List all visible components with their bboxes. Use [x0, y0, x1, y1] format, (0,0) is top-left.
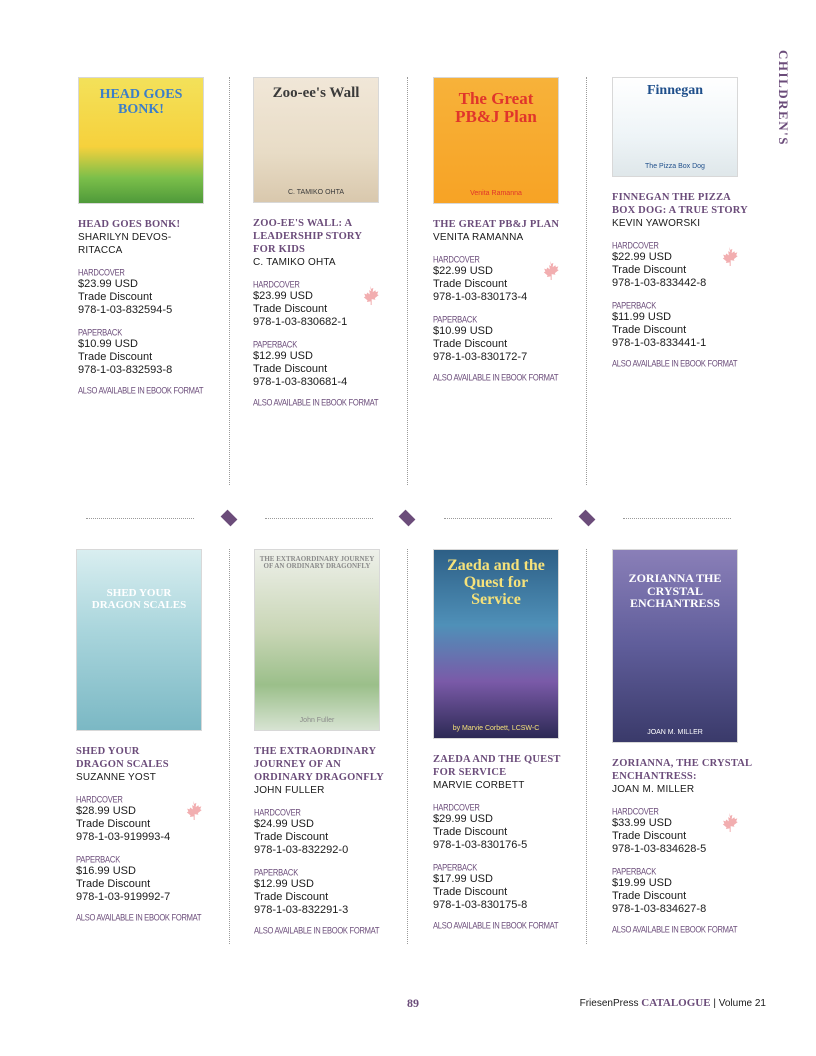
- footer-volume: Volume 21: [718, 998, 766, 1009]
- book-title-line: THE EXTRAORDINARY: [254, 746, 377, 757]
- format-price: $17.99 USD: [433, 873, 493, 885]
- format-price: $12.99 USD: [254, 878, 314, 890]
- format-isbn: 978-1-03-832292-0: [254, 844, 349, 856]
- book-title-line: DRAGON SCALES: [76, 759, 169, 770]
- format-discount: Trade Discount: [612, 264, 687, 276]
- book-title-line: THE GREAT PB&J PLAN: [433, 219, 560, 230]
- ebook-note: ALSO AVAILABLE IN EBOOK FORMAT: [254, 925, 380, 936]
- book-title-line: ZORIANNA, THE CRYSTAL: [612, 758, 753, 769]
- book-title: [76, 745, 226, 771]
- book-entry: [254, 549, 404, 935]
- book-title-line: ORDINARY DRAGONFLY: [254, 772, 384, 783]
- format-price: $10.99 USD: [433, 325, 493, 337]
- book-title: [612, 757, 762, 783]
- format-price: $23.99 USD: [78, 278, 138, 290]
- format-label: PAPERBACK: [433, 314, 478, 325]
- maple-leaf-icon: [183, 800, 203, 820]
- ebook-note: ALSO AVAILABLE IN EBOOK FORMAT: [433, 372, 559, 383]
- column-divider: [586, 549, 587, 944]
- maple-leaf-icon: [719, 812, 739, 832]
- book-entry: [612, 77, 762, 368]
- format-discount: Trade Discount: [433, 338, 508, 350]
- format-label: HARDCOVER: [78, 267, 125, 278]
- ebook-note: ALSO AVAILABLE IN EBOOK FORMAT: [253, 397, 379, 408]
- format-price: $12.99 USD: [253, 350, 313, 362]
- format-price: $19.99 USD: [612, 877, 672, 889]
- book-entry: [612, 549, 762, 934]
- format-isbn: 978-1-03-830173-4: [433, 291, 528, 303]
- column-divider: [229, 77, 230, 485]
- book-entry: [76, 549, 226, 922]
- cover-author: John Fuller: [299, 717, 335, 725]
- book-author: C. TAMIKO OHTA: [253, 257, 336, 268]
- cover-author: JOAN M. MILLER: [647, 729, 703, 737]
- book-author: RITACCA: [78, 245, 123, 256]
- format-price: $28.99 USD: [76, 805, 136, 817]
- book-title-line: FINNEGAN THE PIZZA: [612, 192, 731, 203]
- cover-author: by Marvie Corbett, LCSW-C: [452, 725, 540, 733]
- column-divider: [586, 77, 587, 485]
- book-title-line: LEADERSHIP STORY: [253, 231, 363, 242]
- format-label: HARDCOVER: [433, 254, 480, 265]
- cover-title: ZORIANNA THE CRYSTAL ENCHANTRESS: [628, 571, 722, 611]
- column-divider: [407, 549, 408, 944]
- page-number: 89: [407, 996, 419, 1010]
- format-discount: Trade Discount: [78, 351, 153, 363]
- section-label: [768, 50, 798, 146]
- format-isbn: 978-1-03-832594-5: [78, 304, 173, 316]
- format-label: PAPERBACK: [433, 862, 478, 873]
- book-title-line: BOX DOG: A TRUE STORY: [612, 205, 748, 216]
- cover-title: SHED YOUR DRAGON SCALES: [91, 587, 187, 611]
- format-discount: Trade Discount: [76, 818, 151, 830]
- format-discount: Trade Discount: [254, 891, 329, 903]
- format-price: $29.99 USD: [433, 813, 493, 825]
- book-author: JOAN M. MILLER: [612, 784, 695, 795]
- format-label: HARDCOVER: [612, 240, 659, 251]
- catalogue-footer: [580, 997, 766, 1009]
- book-title: [78, 218, 228, 231]
- book-cover-image: [78, 77, 204, 204]
- format-price: $16.99 USD: [76, 865, 136, 877]
- book-title-line: FOR KIDS: [253, 244, 306, 255]
- format-isbn: 978-1-03-834627-8: [612, 903, 707, 915]
- format-discount: Trade Discount: [78, 291, 153, 303]
- book-author: JOHN FULLER: [254, 785, 325, 796]
- book-cover-image: [433, 77, 559, 204]
- section-label-text: CHILDREN'S: [776, 50, 791, 146]
- divider-diamond: [579, 510, 596, 527]
- book-author: SUZANNE YOST: [76, 772, 157, 783]
- footer-catalogue: CATALOGUE: [641, 997, 711, 1009]
- ebook-note: ALSO AVAILABLE IN EBOOK FORMAT: [612, 924, 738, 935]
- book-cover-image: [253, 77, 379, 203]
- format-label: HARDCOVER: [612, 806, 659, 817]
- format-isbn: 978-1-03-830176-5: [433, 839, 528, 851]
- row-divider: [623, 518, 731, 519]
- format-discount: Trade Discount: [612, 830, 687, 842]
- format-discount: Trade Discount: [612, 890, 687, 902]
- cover-title: The Great PB&J Plan: [455, 89, 537, 126]
- format-isbn: 978-1-03-830172-7: [433, 351, 528, 363]
- book-title: [254, 745, 404, 784]
- cover-title: Zoo-ee's Wall: [272, 85, 360, 101]
- book-author: VENITA RAMANNA: [433, 232, 524, 243]
- ebook-note: ALSO AVAILABLE IN EBOOK FORMAT: [433, 920, 559, 931]
- format-isbn: 978-1-03-919993-4: [76, 831, 171, 843]
- format-label: PAPERBACK: [612, 300, 657, 311]
- format-isbn: 978-1-03-833441-1: [612, 337, 707, 349]
- format-price: $23.99 USD: [253, 290, 313, 302]
- format-isbn: 978-1-03-919992-7: [76, 891, 171, 903]
- format-price: $22.99 USD: [612, 251, 672, 263]
- book-entry: [433, 549, 583, 930]
- cover-title: THE EXTRAORDINARY JOURNEY OF AN ORDINARY DRAGONFLY: [259, 555, 375, 571]
- format-label: HARDCOVER: [254, 807, 301, 818]
- book-title-line: ZOO-EE'S WALL: A: [253, 218, 353, 229]
- format-discount: Trade Discount: [433, 886, 508, 898]
- book-entry: [253, 77, 403, 407]
- cover-author: The Pizza Box Dog: [645, 163, 705, 171]
- format-isbn: 978-1-03-834628-5: [612, 843, 707, 855]
- book-title-line: JOURNEY OF AN: [254, 759, 341, 770]
- maple-leaf-icon: [540, 260, 560, 280]
- book-author: SHARILYN DEVOS-: [78, 232, 172, 243]
- book-title: [253, 217, 403, 256]
- format-label: HARDCOVER: [433, 802, 480, 813]
- format-price: $10.99 USD: [78, 338, 138, 350]
- book-title-line: FOR SERVICE: [433, 767, 507, 778]
- cover-title: HEAD GOES BONK!: [99, 87, 183, 117]
- ebook-note: ALSO AVAILABLE IN EBOOK FORMAT: [612, 358, 738, 369]
- ebook-note: ALSO AVAILABLE IN EBOOK FORMAT: [78, 385, 204, 396]
- format-price: $11.99 USD: [612, 311, 672, 323]
- maple-leaf-icon: [719, 246, 739, 266]
- format-isbn: 978-1-03-832291-3: [254, 904, 349, 916]
- footer-separator: |: [713, 998, 716, 1009]
- book-title: [433, 753, 583, 779]
- column-divider: [229, 549, 230, 944]
- format-label: PAPERBACK: [253, 339, 298, 350]
- format-label: HARDCOVER: [76, 794, 123, 805]
- format-label: PAPERBACK: [612, 866, 657, 877]
- format-isbn: 978-1-03-830681-4: [253, 376, 348, 388]
- format-isbn: 978-1-03-830682-1: [253, 316, 348, 328]
- column-divider: [407, 77, 408, 485]
- book-title-line: HEAD GOES BONK!: [78, 219, 181, 230]
- format-label: PAPERBACK: [78, 327, 123, 338]
- book-title-line: SHED YOUR: [76, 746, 140, 757]
- format-discount: Trade Discount: [254, 831, 329, 843]
- book-title-line: ZAEDA AND THE QUEST: [433, 754, 561, 765]
- format-discount: Trade Discount: [253, 363, 328, 375]
- format-isbn: 978-1-03-832593-8: [78, 364, 173, 376]
- book-entry: [78, 77, 228, 395]
- format-price: $22.99 USD: [433, 265, 493, 277]
- footer-publisher: FriesenPress: [579, 998, 639, 1009]
- book-title-line: ENCHANTRESS:: [612, 771, 697, 782]
- format-discount: Trade Discount: [433, 826, 508, 838]
- format-discount: Trade Discount: [433, 278, 508, 290]
- book-title: [433, 218, 583, 231]
- row-divider: [444, 518, 552, 519]
- format-isbn: 978-1-03-833442-8: [612, 277, 707, 289]
- book-cover-image: [76, 549, 202, 731]
- format-label: PAPERBACK: [254, 867, 299, 878]
- divider-diamond: [399, 510, 416, 527]
- format-isbn: 978-1-03-830175-8: [433, 899, 528, 911]
- format-price: $33.99 USD: [612, 817, 672, 829]
- format-discount: Trade Discount: [612, 324, 687, 336]
- cover-title: Zaeda and the Quest for Service: [447, 557, 545, 608]
- row-divider: [265, 518, 373, 519]
- book-cover-image: [612, 549, 738, 743]
- book-title: [612, 191, 762, 217]
- format-label: PAPERBACK: [76, 854, 121, 865]
- cover-title: Finnegan: [646, 83, 703, 98]
- book-cover-image: [254, 549, 380, 731]
- row-divider: [86, 518, 194, 519]
- format-price: $24.99 USD: [254, 818, 314, 830]
- ebook-note: ALSO AVAILABLE IN EBOOK FORMAT: [76, 912, 202, 923]
- maple-leaf-icon: [360, 285, 380, 305]
- divider-diamond: [221, 510, 238, 527]
- book-author: MARVIE CORBETT: [433, 780, 525, 791]
- book-cover-image: [433, 549, 559, 739]
- cover-author: C. TAMIKO OHTA: [287, 189, 344, 197]
- format-discount: Trade Discount: [253, 303, 328, 315]
- book-entry: [433, 77, 583, 382]
- book-cover-image: [612, 77, 738, 177]
- book-author: KEVIN YAWORSKI: [612, 218, 701, 229]
- format-label: HARDCOVER: [253, 279, 300, 290]
- format-discount: Trade Discount: [76, 878, 151, 890]
- cover-author: Venita Ramanna: [470, 190, 522, 198]
